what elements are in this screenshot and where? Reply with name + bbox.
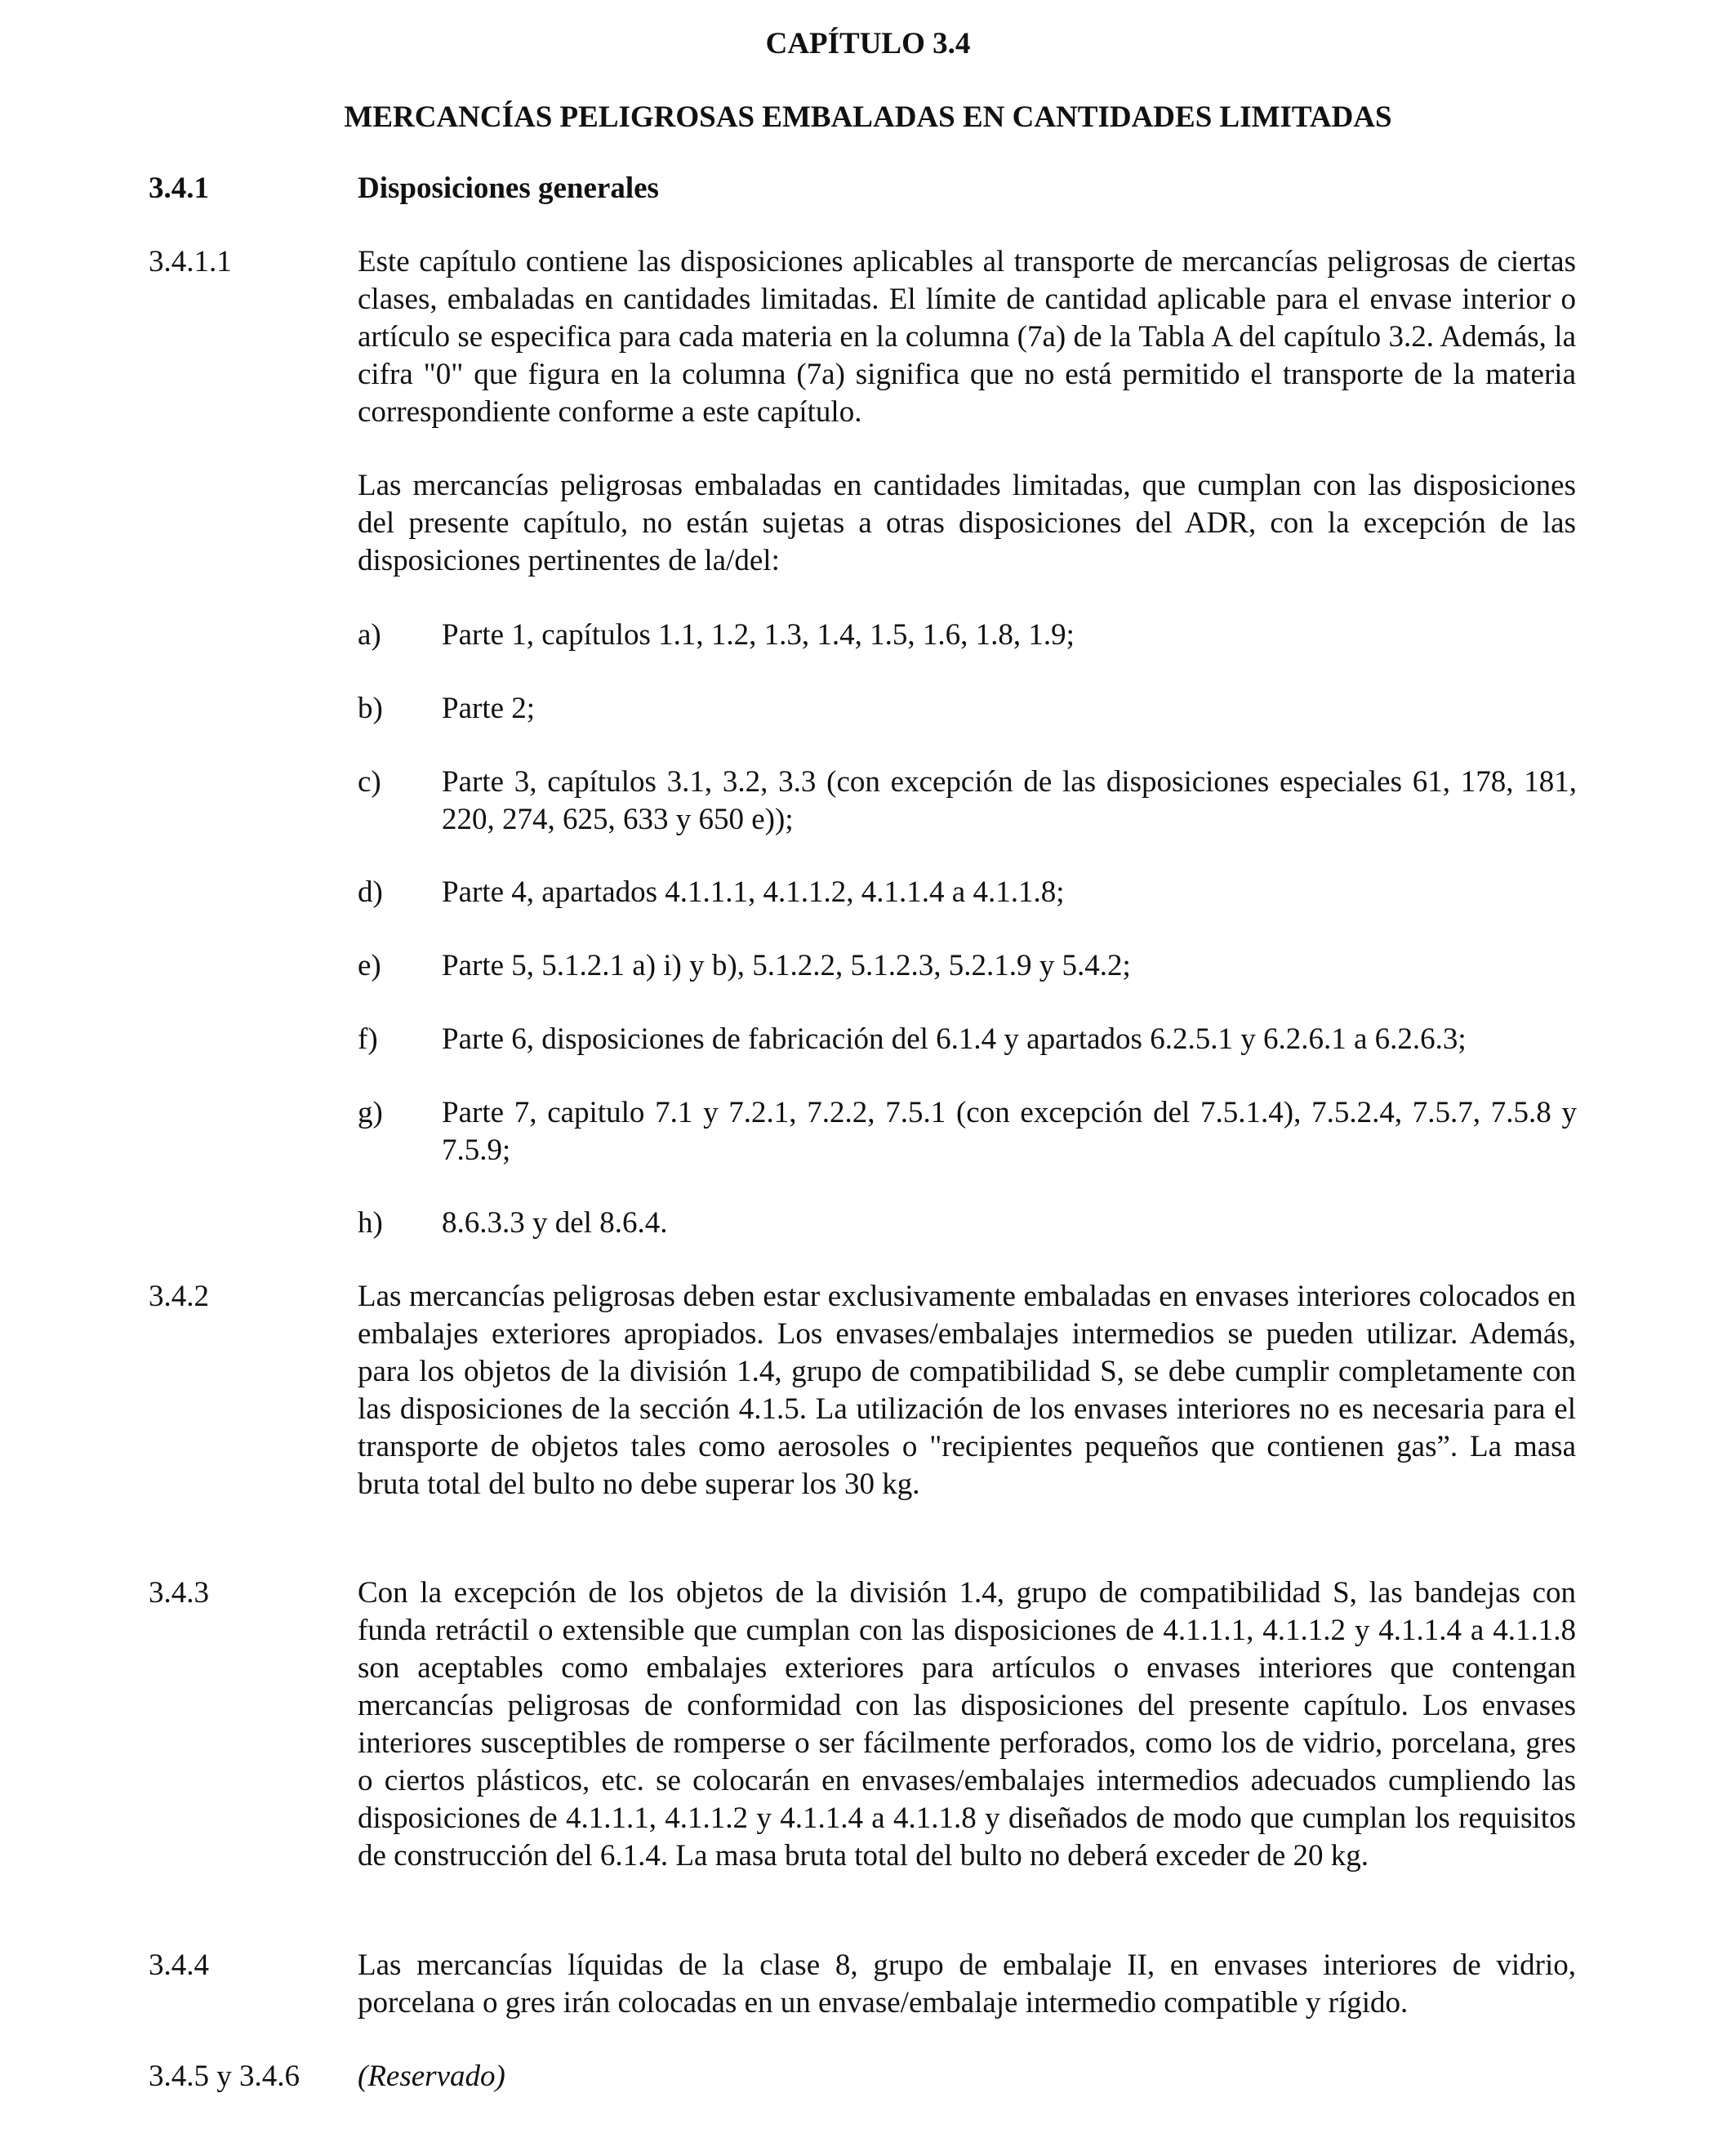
section-heading-3-4-1: Disposiciones generales: [358, 171, 659, 205]
section-number-3-4-1-1: 3.4.1.1: [149, 245, 232, 278]
section-number-3-4-3: 3.4.3: [149, 1576, 209, 1610]
list-item-letter: g): [358, 1096, 383, 1129]
list-item-text: Parte 6, disposiciones de fabricación del 6.1.4 y apartados 6.2.5.1 y 6.2.6.1 a 6.2.6.3;: [442, 1022, 1467, 1056]
list-item-text: 8.6.3.3 y del 8.6.4.: [442, 1206, 668, 1240]
list-item-letter: e): [358, 949, 381, 982]
paragraph-3-4-2: Las mercancías peligrosas deben estar exclusivamente embaladas en envases interiores colocados en embalajes exteriores apropiados. Los envases/embalajes intermedios se pueden utilizar. Además, para los objetos de la división 1.4, grupo de compatibilidad S, se debe cumplir completamente con las disposiciones de la sección 4.1.5. La utilización de los envases interiores no es necesaria para el transporte de objetos tales como aerosoles o "recipientes pequeños que contienen gas”. La masa bruta total del bulto no debe superar los 30 kg.: [358, 1280, 1576, 1501]
list-item-letter: h): [358, 1206, 383, 1240]
section-number-3-4-2: 3.4.2: [149, 1280, 209, 1313]
paragraph-3-4-3: Con la excepción de los objetos de la división 1.4, grupo de compatibilidad S, las bandejas con funda retráctil o extensible que cumplan con las disposiciones de 4.1.1.1, 4.1.1.2 y 4.1.1.4 a 4.1.1.8 son aceptables como embalajes exteriores para artículos o envases interiores que contengan mercancías peligrosas de conformidad con las disposiciones del presente capítulo. Los envases interiores susceptibles de romperse o ser fácilmente perforados, como los de vidrio, porcelana, gres o ciertos plásticos, etc. se colocarán en envases/embalajes intermedios adecuados cumpliendo las disposiciones de 4.1.1.1, 4.1.1.2 y 4.1.1.4 a 4.1.1.8 y diseñados de modo que cumplan los requisitos de construcción del 6.1.4. La masa bruta total del bulto no deberá exceder de 20 kg.: [358, 1576, 1576, 1873]
paragraph-3-4-4: Las mercancías líquidas de la clase 8, grupo de embalaje II, en envases interiores de vidrio, porcelana o gres irán colocadas en un envase/embalaje intermedio compatible y rígido.: [358, 1948, 1576, 2020]
list-item-letter: a): [358, 618, 381, 652]
list-item-letter: b): [358, 692, 383, 725]
list-item-text: Parte 7, capitulo 7.1 y 7.2.1, 7.2.2, 7.5.1 (con excepción del 7.5.1.4), 7.5.2.4, 7.5.7, 7.5.8 y 7.5.9;: [442, 1096, 1577, 1167]
section-number-3-4-5-3-4-6: 3.4.5 y 3.4.6: [149, 2060, 300, 2093]
list-item-letter: c): [358, 765, 381, 799]
chapter-subtitle: MERCANCÍAS PELIGROSAS EMBALADAS EN CANTIDADES LIMITADAS: [344, 100, 1392, 134]
list-item-text: Parte 4, apartados 4.1.1.1, 4.1.1.2, 4.1.1.4 a 4.1.1.8;: [442, 875, 1065, 909]
reserved-note: (Reservado): [358, 2060, 505, 2093]
list-item-text: Parte 2;: [442, 692, 536, 725]
list-item-letter: d): [358, 875, 383, 909]
paragraph-3-4-1-1-intro: Este capítulo contiene las disposiciones aplicables al transporte de mercancías peligrosas de ciertas clases, embaladas en cantidades limitadas. El límite de cantidad aplicable para el envase interior o artículo se especifica para cada materia en la columna (7a) de la Tabla A del capítulo 3.2. Además, la cifra "0" que figura en la columna (7a) significa que no está permitido el transporte de la materia correspondiente conforme a este capítulo.: [358, 245, 1576, 429]
section-number-3-4-1: 3.4.1: [149, 171, 209, 205]
list-item-text: Parte 3, capítulos 3.1, 3.2, 3.3 (con excepción de las disposiciones especiales 61, 178, 181, 220, 274, 625, 633 y 650 e));: [442, 765, 1577, 836]
section-number-3-4-4: 3.4.4: [149, 1948, 209, 1982]
list-item-text: Parte 5, 5.1.2.1 a) i) y b), 5.1.2.2, 5.1.2.3, 5.2.1.9 y 5.4.2;: [442, 949, 1131, 982]
paragraph-3-4-1-1-exceptions: Las mercancías peligrosas embaladas en cantidades limitadas, que cumplan con las disposiciones del presente capítulo, no están sujetas a otras disposiciones del ADR, con la excepción de las disposiciones pertinentes de la/del:: [358, 469, 1576, 577]
list-item-letter: f): [358, 1022, 378, 1056]
list-item-text: Parte 1, capítulos 1.1, 1.2, 1.3, 1.4, 1.5, 1.6, 1.8, 1.9;: [442, 618, 1075, 652]
chapter-title: CAPÍTULO 3.4: [765, 27, 971, 60]
